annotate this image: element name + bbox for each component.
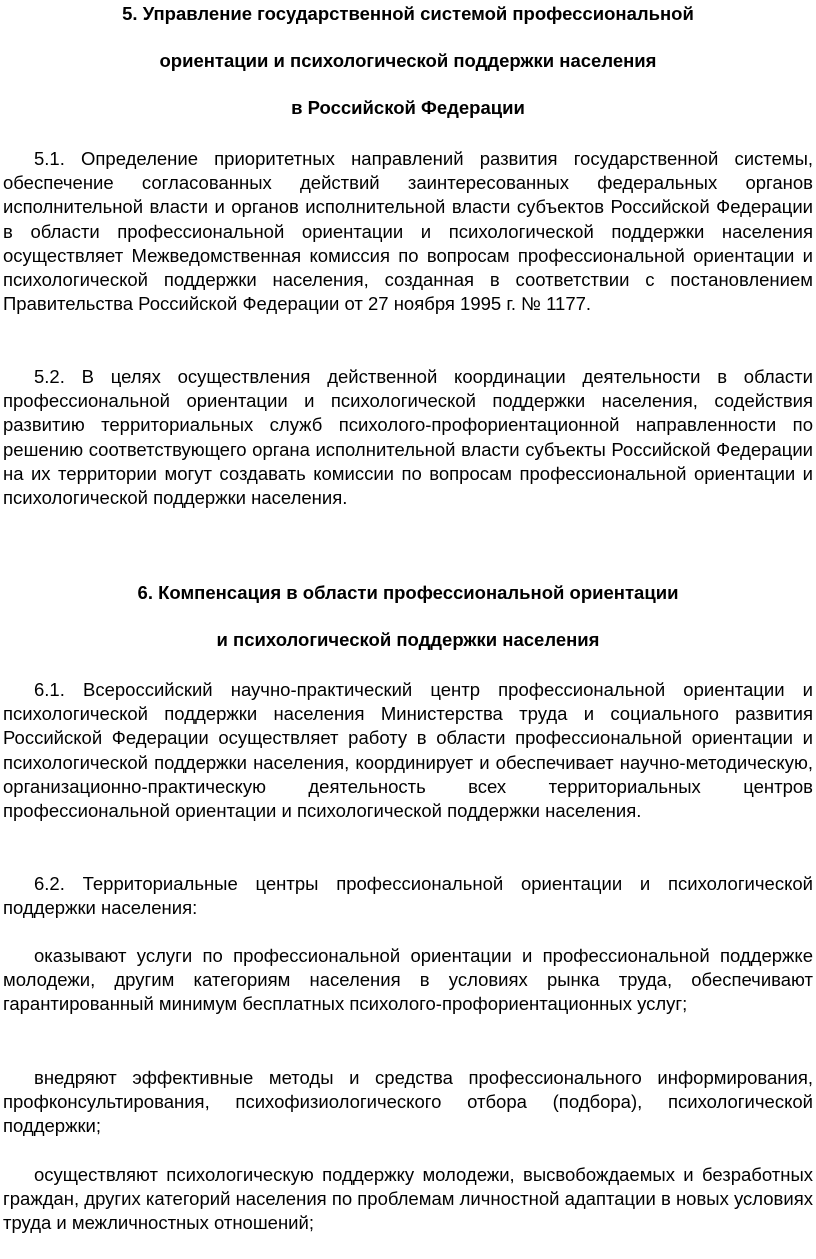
section-6-title-line-2: и психологической поддержки населения	[216, 629, 600, 650]
paragraph-6-2-item-2: внедряют эффективные методы и средства профессионального информирования, профконсультирования, психофизиологического отбора (подбора), психологической поддержки;	[3, 1067, 813, 1137]
paragraph-6-2: 6.2. Территориальные центры профессиональной ориентации и психологической поддержки населения:	[3, 873, 813, 919]
paragraph-5-2: 5.2. В целях осуществления действенной координации деятельности в области профессиональной ориентации и психологической поддержки населения, содействия развитию территориальных служб психолого-профориентационной направленности по решению соответствующего органа исполнительной власти субъекты Российской Федерации на их территории могут создавать комиссии по вопросам профессиональной ориентации и психологической поддержки населения.	[3, 366, 813, 509]
paragraph-6-2-item-3: осуществляют психологическую поддержку молодежи, высвобождаемых и безработных граждан, других категорий населения по проблемам личностной адаптации в новых условиях труда и межличностных отношений;	[3, 1164, 813, 1234]
section-5-title-line-2: ориентации и психологической поддержки населения	[159, 50, 657, 71]
section-5-title-line-1: 5. Управление государственной системой профессиональной	[122, 3, 694, 24]
paragraph-6-2-item-1: оказывают услуги по профессиональной ориентации и профессиональной поддержке молодежи, другим категориям населения в условиях рынка труда, обеспечивают гарантированный минимум бесплатных психолого-профориентационных услуг;	[3, 945, 813, 1015]
paragraph-5-1: 5.1. Определение приоритетных направлений развития государственной системы, обеспечение согласованных действий заинтересованных федеральных органов исполнительной власти и органов исполнительной власти субъектов Российской Федерации в области профессиональной ориентации и психологической поддержки населения осуществляет Межведомственная комиссия по вопросам профессиональной ориентации и психологической поддержки населения, созданная в соответствии с постановлением Правительства Российской Федерации от 27 ноября 1995 г. № 1177.	[3, 148, 813, 315]
section-6-title-line-1: 6. Компенсация в области профессиональной ориентации	[137, 582, 679, 603]
paragraph-6-1: 6.1. Всероссийский научно-практический центр профессиональной ориентации и психологической поддержки населения Министерства труда и социального развития Российской Федерации осуществляет работу в области профессиональной ориентации и психологической поддержки населения, координирует и обеспечивает научно-методическую, организационно-практическую деятельность всех территориальных центров профессиональной ориентации и психологической поддержки населения.	[3, 679, 813, 822]
section-5-title-line-3: в Российской Федерации	[291, 97, 525, 118]
